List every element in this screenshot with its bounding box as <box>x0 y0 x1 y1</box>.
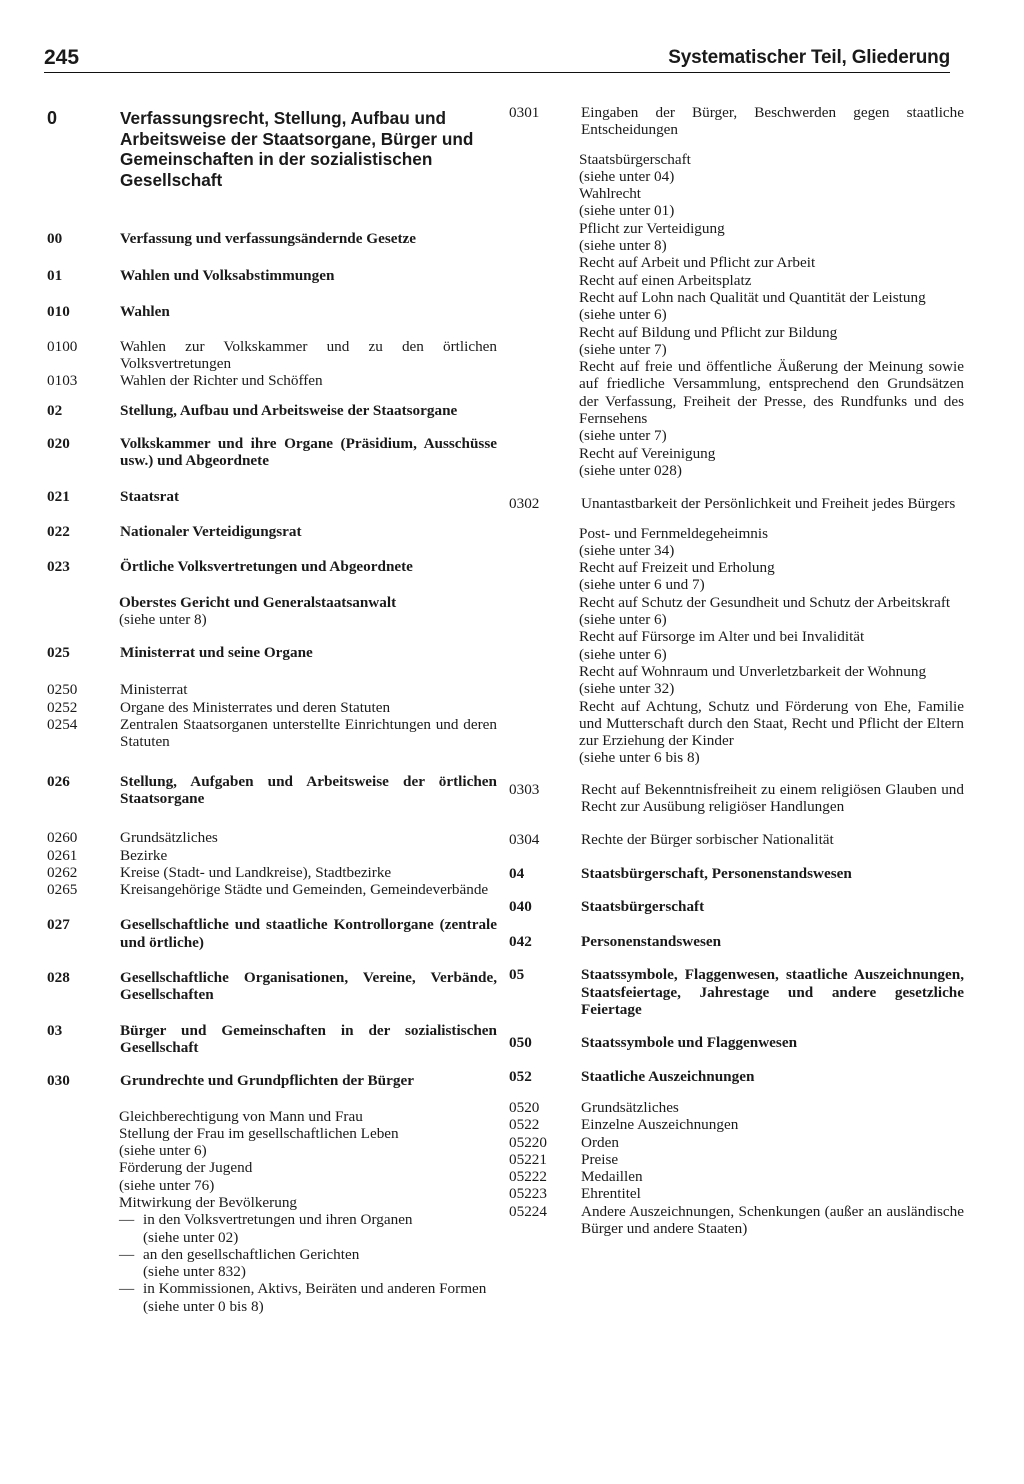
entry-code: 04 <box>509 864 525 882</box>
list-item <box>509 898 964 915</box>
entry-title: Staatsbürgerschaft <box>581 897 705 915</box>
entry-title: Preise <box>581 1150 619 1168</box>
list-item <box>509 104 964 139</box>
list-item <box>47 488 497 505</box>
page-number: 245 <box>44 46 80 69</box>
right-column <box>509 104 964 1237</box>
entry-code: 05220 <box>509 1133 547 1151</box>
list-item <box>509 1134 964 1151</box>
list-item <box>509 1168 964 1185</box>
entry-title: Staatssymbole, Flaggenwesen, staatliche Auszeichnungen, Staatsfeiertage, Jahrestage und andere gesetzliche Feiertage <box>581 966 964 1019</box>
entry-title: Nationaler Verteidigungsrat <box>120 522 302 540</box>
list-item <box>509 966 964 1018</box>
sub-item: Förderung der Jugend <box>119 1159 253 1177</box>
list-item <box>509 831 964 848</box>
list-item <box>47 372 497 389</box>
list-item <box>47 847 497 864</box>
entry-title: Zentralen Staatsorganen unterstellte Einrichtungen und deren Statuten <box>120 716 497 751</box>
entry-code: 0261 <box>47 846 78 864</box>
entry-code: 0522 <box>509 1116 540 1134</box>
entry-code: 0 <box>47 108 58 128</box>
cross-reference: (siehe unter 6) <box>579 306 667 324</box>
entry-title: Ministerrat und seine Organe <box>120 644 313 662</box>
entry-title: Bürger und Gemeinschaften in der sozialistischen Gesellschaft <box>120 1021 497 1056</box>
entry-title: Ehrentitel <box>581 1185 641 1203</box>
entry-code: 0260 <box>47 829 78 847</box>
entry-title: Wahlen und Volksabstimmungen <box>120 267 335 285</box>
entry-title: Rechte der Bürger sorbischer Nationalität <box>581 831 834 849</box>
sub-item: Wahlrecht <box>579 185 642 203</box>
entry-title: Recht auf Bekenntnisfreiheit zu einem religiösen Glauben und Recht zur Ausübung religiöser Handlungen <box>581 780 964 815</box>
dash-text: in den Volksvertretungen und ihren Organen <box>143 1211 413 1229</box>
entry-code: 0302 <box>509 495 540 513</box>
entry-title: Volkskammer und ihre Organe (Präsidium, Ausschüsse usw.) und Abgeordnete <box>120 435 497 470</box>
cross-reference: (siehe unter 02) <box>143 1228 239 1246</box>
list-item <box>47 402 497 419</box>
cross-reference: (siehe unter 6 bis 8) <box>579 749 700 767</box>
list-item <box>47 1022 497 1057</box>
entry-code: 00 <box>47 230 63 247</box>
entry-title: Eingaben der Bürger, Beschwerden gegen staatliche Entscheidungen <box>581 104 964 139</box>
entry-title: Örtliche Volksvertretungen und Abgeordnete <box>120 558 413 576</box>
sub-item: Recht auf Arbeit und Pflicht zur Arbeit <box>579 254 816 272</box>
list-item <box>47 558 497 575</box>
list-item <box>47 523 497 540</box>
sub-item: Recht auf Bildung und Pflicht zur Bildung <box>579 323 838 341</box>
entry-code: 030 <box>47 1072 70 1090</box>
entry-title: Bezirke <box>120 846 168 864</box>
sub-item: Recht auf Fürsorge im Alter und bei Invalidität <box>579 628 865 646</box>
list-item <box>47 864 497 881</box>
entry-title: Grundsätzliches <box>120 829 218 847</box>
page-header <box>44 42 950 73</box>
cross-reference: (siehe unter 34) <box>579 541 675 559</box>
cross-reference: (siehe unter 6) <box>119 1142 207 1160</box>
dash-item <box>119 1211 497 1228</box>
list-item <box>509 1068 964 1085</box>
entry-code: 020 <box>47 435 70 453</box>
entry-code: 026 <box>47 772 70 790</box>
list-item <box>47 267 497 284</box>
entry-title: Wahlen zur Volkskammer und zu den örtlichen Volksvertretungen <box>120 337 497 373</box>
list-item <box>47 644 497 661</box>
sub-item: Recht auf Achtung, Schutz und Förderung von Ehe, Familie und Mutterschaft durch den Staat, Recht und Pflicht der Eltern zur Erziehung der Kinder <box>579 697 964 750</box>
list-item <box>509 1185 964 1202</box>
list-item <box>47 829 497 846</box>
entry-code: 042 <box>509 933 532 951</box>
list-item <box>47 699 497 716</box>
dash-item <box>119 1229 497 1246</box>
entry-title: Medaillen <box>581 1168 643 1186</box>
entry-title: Andere Auszeichnungen, Schenkungen (außer an ausländische Bürger und andere Staaten) <box>581 1202 964 1238</box>
list-item <box>509 865 964 882</box>
entry-code: 0262 <box>47 863 78 881</box>
list-item <box>509 1034 964 1051</box>
sub-item: Recht auf Lohn nach Qualität und Quantität der Leistung <box>579 288 926 306</box>
entry-code: 0100 <box>47 337 78 355</box>
entry-code: 05222 <box>509 1168 547 1186</box>
entry-code: 0265 <box>47 881 78 899</box>
entry-title: Kreise (Stadt- und Landkreise), Stadtbezirke <box>120 863 392 881</box>
list-item <box>47 338 497 373</box>
entry-code: 021 <box>47 487 70 505</box>
entry-title: Stellung, Aufgaben und Arbeitsweise der örtlichen Staatsorgane <box>120 772 497 807</box>
sub-item: Mitwirkung der Bevölkerung <box>119 1193 298 1211</box>
cross-reference: (siehe unter 8) <box>579 237 667 255</box>
dash-item <box>119 1263 497 1280</box>
entry-title: Organe des Ministerrates und deren Statuten <box>120 698 391 716</box>
list-item <box>47 716 497 751</box>
entry-code: 03 <box>47 1021 63 1039</box>
cross-reference: (siehe unter 32) <box>579 680 675 698</box>
entry-title: Staatsbürgerschaft, Personenstandswesen <box>581 864 852 882</box>
entry-title: Staatssymbole und Flaggenwesen <box>581 1034 798 1052</box>
sub-item: Stellung der Frau im gesellschaftlichen Leben <box>119 1124 399 1142</box>
entry-code: 040 <box>509 897 532 915</box>
list-item <box>47 435 497 470</box>
cross-reference: (siehe unter 6) <box>579 645 667 663</box>
list-item <box>47 916 497 951</box>
entry-title: Orden <box>581 1133 619 1151</box>
entry-code: 0520 <box>509 1098 540 1116</box>
entry-code: 05221 <box>509 1150 547 1168</box>
sub-item: Recht auf Wohnraum und Unverletzbarkeit der Wohnung <box>579 662 927 680</box>
cross-reference-title: Oberstes Gericht und Generalstaatsanwalt <box>119 593 397 611</box>
entry-title: Unantastbarkeit der Persönlichkeit und Freiheit jedes Bürgers <box>581 495 956 513</box>
entry-code: 05223 <box>509 1185 547 1203</box>
entry-code: 027 <box>47 916 70 934</box>
entry-code: 010 <box>47 302 70 320</box>
list-item <box>47 303 497 320</box>
cross-reference: (siehe unter 8) <box>119 610 207 628</box>
dash-text: an den gesellschaftlichen Gerichten <box>143 1245 360 1263</box>
list-item <box>47 773 497 808</box>
sub-item: Post- und Fernmeldegeheimnis <box>579 524 768 542</box>
entry-title: Verfassungsrecht, Stellung, Aufbau und Arbeitsweise der Staatsorgane, Bürger und Gemeinschaften in der sozialistischen Gesellschaft <box>120 108 474 190</box>
entry-code: 0301 <box>509 104 540 121</box>
cross-reference: (siehe unter 01) <box>579 202 675 220</box>
sub-item: Recht auf Vereinigung <box>579 444 716 462</box>
dash-item <box>119 1280 497 1297</box>
sub-item: Pflicht zur Verteidigung <box>579 219 725 237</box>
entry-code: 052 <box>509 1067 532 1085</box>
dash-mark: — <box>119 1211 135 1229</box>
entry-title: Grundrechte und Grundpflichten der Bürger <box>120 1072 414 1090</box>
entry-code: 05224 <box>509 1202 547 1220</box>
cross-reference: (siehe unter 76) <box>119 1176 215 1194</box>
sub-item: Recht auf Schutz der Gesundheit und Schutz der Arbeitskraft <box>579 593 951 611</box>
entry-code: 0304 <box>509 831 540 849</box>
section-title: Systematischer Teil, Gliederung <box>668 47 950 68</box>
cross-reference: (siehe unter 6) <box>579 611 667 629</box>
entry-title: Kreisangehörige Städte und Gemeinden, Gemeindeverbände <box>120 881 489 899</box>
entry-code: 028 <box>47 969 70 987</box>
list-item <box>47 881 497 898</box>
entry-title: Personenstandswesen <box>581 933 722 951</box>
sub-item: Recht auf Freizeit und Erholung <box>579 559 775 577</box>
list-item <box>509 1099 964 1116</box>
entry-code: 023 <box>47 558 70 576</box>
sub-item: Recht auf einen Arbeitsplatz <box>579 271 752 289</box>
list-item <box>47 1072 497 1089</box>
entry-code: 0103 <box>47 372 78 390</box>
entry-code: 02 <box>47 401 63 419</box>
entry-code: 0252 <box>47 698 78 716</box>
entry-code: 0250 <box>47 681 78 699</box>
entry-title: Verfassung und verfassungsändernde Gesetze <box>120 230 417 247</box>
entry-code: 05 <box>509 966 525 984</box>
entry-title: Einzelne Auszeichnungen <box>581 1116 739 1134</box>
cross-reference: (siehe unter 04) <box>579 167 675 185</box>
list-item <box>47 230 497 247</box>
entry-code: 025 <box>47 644 70 662</box>
list-item <box>47 681 497 698</box>
dash-item <box>119 1298 497 1315</box>
left-column <box>47 108 497 1315</box>
part-heading <box>47 108 497 190</box>
entry-title: Gesellschaftliche und staatliche Kontrollorgane (zentrale und örtliche) <box>120 916 497 951</box>
entry-code: 01 <box>47 267 63 285</box>
list-item <box>509 1151 964 1168</box>
cross-reference: (siehe unter 7) <box>579 340 667 358</box>
list-item <box>509 781 964 816</box>
entry-title: Wahlen der Richter und Schöffen <box>120 372 323 390</box>
cross-reference: (siehe unter 832) <box>143 1263 246 1281</box>
dash-mark: — <box>119 1280 135 1298</box>
entry-title: Staatliche Auszeichnungen <box>581 1067 755 1085</box>
entry-title: Wahlen <box>120 302 170 320</box>
entry-title: Gesellschaftliche Organisationen, Vereine, Verbände, Gesellschaften <box>120 969 497 1004</box>
entry-title: Staatsrat <box>120 487 180 505</box>
sub-item: Recht auf freie und öffentliche Äußerung der Meinung sowie auf friedliche Versammlung, entsprechend den Grundsätzen der Verfassung, Freiheit der Presse, des Rundfunks und des Fernsehens <box>579 358 964 428</box>
sub-item: Staatsbürgerschaft <box>579 150 691 168</box>
entry-code: 050 <box>509 1034 532 1052</box>
entry-code: 0303 <box>509 780 540 798</box>
entry-title: Ministerrat <box>120 681 188 699</box>
list-item <box>509 1116 964 1133</box>
list-item <box>47 969 497 1004</box>
entry-code: 022 <box>47 522 70 540</box>
entry-code: 0254 <box>47 716 78 734</box>
sub-item: Gleichberechtigung von Mann und Frau <box>119 1107 363 1125</box>
dash-mark: — <box>119 1245 135 1263</box>
dash-item <box>119 1246 497 1263</box>
cross-reference: (siehe unter 7) <box>579 427 667 445</box>
cross-reference: (siehe unter 6 und 7) <box>579 576 705 594</box>
list-item <box>509 1203 964 1238</box>
cross-reference: (siehe unter 0 bis 8) <box>143 1297 264 1315</box>
list-item <box>509 495 964 512</box>
dash-text: in Kommissionen, Aktivs, Beiräten und anderen Formen <box>143 1280 487 1298</box>
entry-title: Stellung, Aufbau und Arbeitsweise der Staatsorgane <box>120 401 458 419</box>
entry-title: Grundsätzliches <box>581 1098 679 1116</box>
cross-reference: (siehe unter 028) <box>579 461 682 479</box>
list-item <box>509 933 964 950</box>
